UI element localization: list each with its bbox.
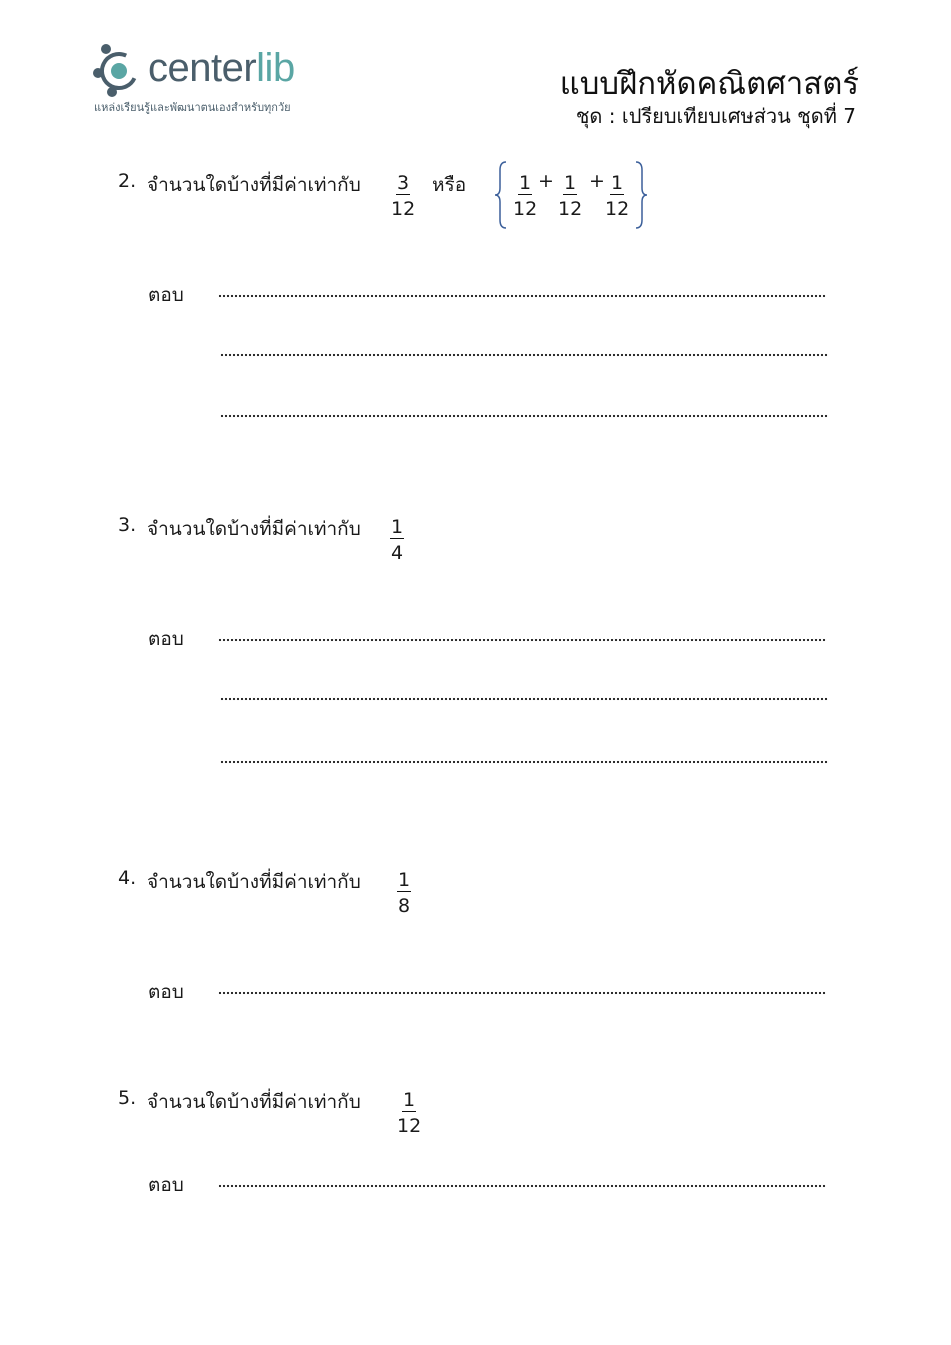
question-4-text: จำนวนใดบ้างที่มีค่าเท่ากับ <box>147 871 361 893</box>
question-5-text: จำนวนใดบ้างที่มีค่าเท่ากับ <box>147 1091 361 1113</box>
answer-line[interactable] <box>220 353 828 357</box>
logo-wordmark: centerlib <box>148 46 295 90</box>
answer-line[interactable] <box>220 697 828 701</box>
logo <box>92 40 342 120</box>
page-title: แบบฝึกหัดคณิตศาสตร์ <box>559 66 859 102</box>
answer-label: ตอบ <box>148 1174 184 1196</box>
answer-line[interactable] <box>218 1184 826 1188</box>
plus-sign: + <box>589 170 605 192</box>
question-3-fraction: $\frac{1}{4}$ <box>391 516 404 564</box>
question-5-number: 5. <box>118 1087 137 1109</box>
question-2-fraction: $\frac{3}{12}$ <box>391 172 416 220</box>
question-3-number: 3. <box>118 514 137 536</box>
answer-label: ตอบ <box>148 981 184 1003</box>
question-2-set-fraction-1: $\frac{1}{12}$ <box>513 172 538 220</box>
question-4-fraction: $\frac{1}{8}$ <box>398 869 411 917</box>
left-brace-icon <box>494 160 508 230</box>
page-subtitle: ชุด : เปรียบเทียบเศษส่วน ชุดที่ 7 <box>575 104 856 128</box>
question-2-set-fraction-2: $\frac{1}{12}$ <box>558 172 583 220</box>
question-2-text: จำนวนใดบ้างที่มีค่าเท่ากับ <box>147 174 361 196</box>
answer-line[interactable] <box>218 991 826 995</box>
answer-line[interactable] <box>218 638 826 642</box>
plus-sign: + <box>538 170 554 192</box>
question-3-text: จำนวนใดบ้างที่มีค่าเท่ากับ <box>147 518 361 540</box>
question-5-fraction: $\frac{1}{12}$ <box>397 1089 422 1137</box>
logo-tagline: แหล่งเรียนรู้และพัฒนาตนเองสำหรับทุกวัย <box>94 101 291 114</box>
answer-line[interactable] <box>220 760 828 764</box>
answer-label: ตอบ <box>148 284 184 306</box>
question-2-number: 2. <box>118 170 137 192</box>
answer-label: ตอบ <box>148 628 184 650</box>
logo-icon <box>92 40 152 100</box>
right-brace-icon <box>634 160 648 230</box>
answer-line[interactable] <box>220 414 828 418</box>
question-2-or: หรือ <box>432 174 467 196</box>
question-4-number: 4. <box>118 867 137 889</box>
answer-line[interactable] <box>218 294 826 298</box>
question-2-set-fraction-3: $\frac{1}{12}$ <box>605 172 630 220</box>
